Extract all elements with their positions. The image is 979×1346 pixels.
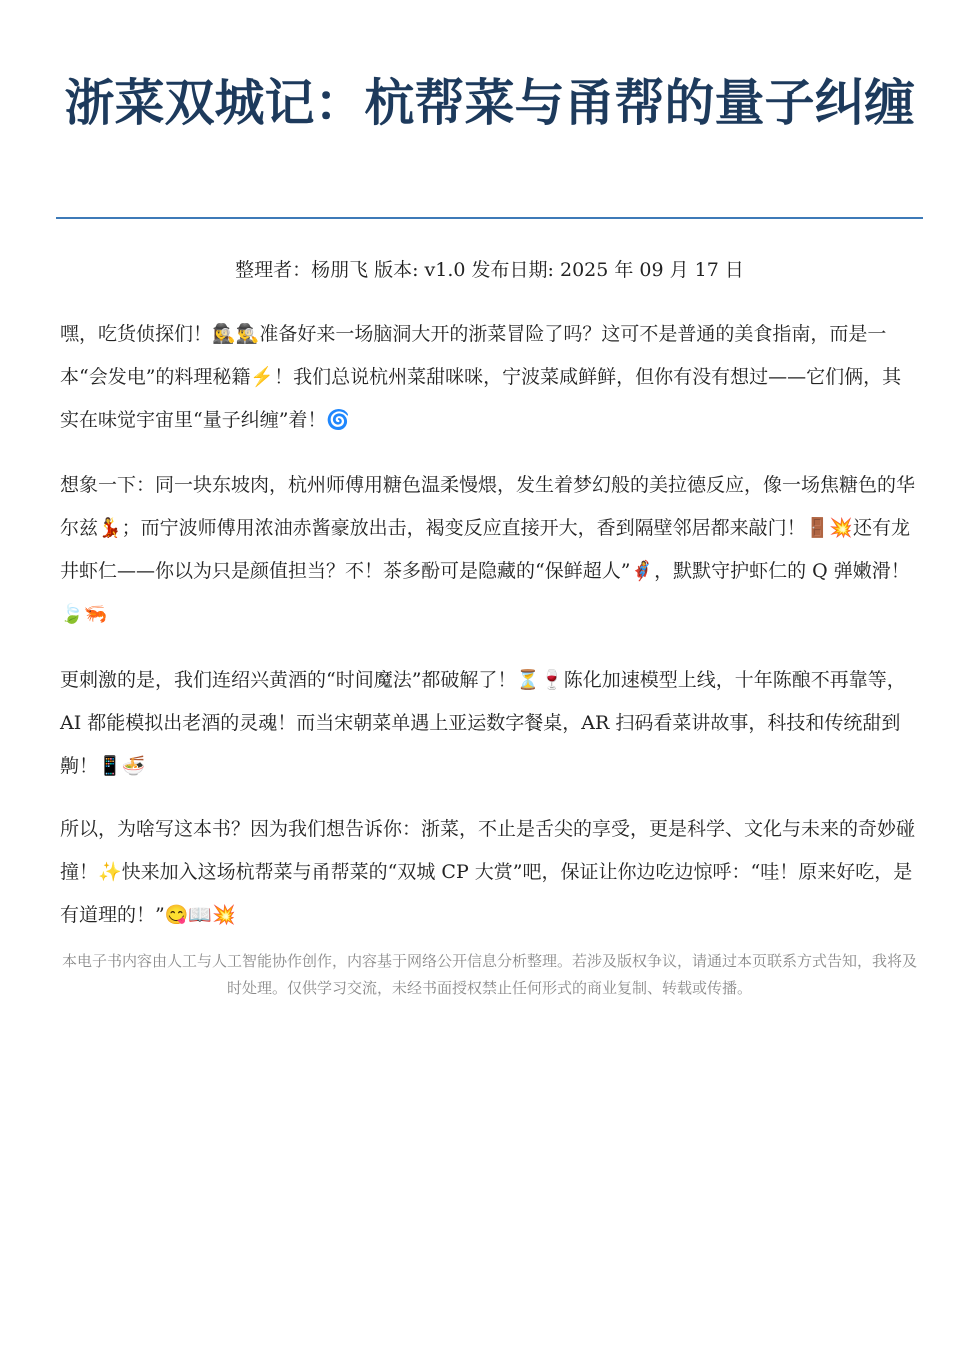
- intro-paragraph-2: 想象一下：同一块东坡肉，杭州师傅用糖色温柔慢煨，发生着梦幻般的美拉德反应，像一场焦糖色的华尔兹💃；而宁波师傅用浓油赤酱豪放出击，褐变反应直接开大，香到隔壁邻居都来敲门！🚪💥还有龙井虾仁——你以为只是颜值担当？不！茶多酚可是隐藏的“保鲜超人”🦸‍♀️，默默守护虾仁的 Q 弹嫩滑！🍃🦐: [60, 474, 916, 625]
- intro-paragraph-3: 更刺激的是，我们连绍兴黄酒的“时间魔法”都破解了！⏳🍷陈化加速模型上线，十年陈酿不再靠等，AI 都能模拟出老酒的灵魂！而当宋朝菜单遇上亚运数字餐桌，AR 扫码看菜讲故事，科技和传统甜到齁！📱🍜: [60, 669, 906, 777]
- intro-paragraph-4: 所以，为啥写这本书？因为我们想告诉你：浙菜，不止是舌尖的享受，更是科学、文化与未来的奇妙碰撞！✨快来加入这场杭帮菜与甬帮菜的“双城 CP 大赏”吧，保证让你边吃边惊呼：“哇！原来好吃，是有道理的！”😋📖💥: [60, 818, 916, 926]
- document-title: 浙菜双城记：杭帮菜与甬帮的量子纠缠: [64, 74, 915, 132]
- title-divider: [56, 217, 923, 219]
- intro-paragraph-1: 嘿，吃货侦探们！🕵️‍♀️🕵️‍♂️准备好来一场脑洞大开的浙菜冒险了吗？这可不是普通的美食指南，而是一本“会发电”的料理秘籍⚡！我们总说杭州菜甜咪咪，宁波菜咸鲜鲜，但你有没有想过——它们俩，其实在味觉宇宙里“量子纠缠”着！🌀: [60, 323, 902, 431]
- document-meta: 整理者：杨朋飞 版本: v1.0 发布日期: 2025 年 09 月 17 日: [235, 259, 744, 281]
- copyright-notice: 本电子书内容由人工与人工智能协作创作，内容基于网络公开信息分析整理。若涉及版权争议，请通过本页联系方式告知，我将及时处理。仅供学习交流，未经书面授权禁止任何形式的商业复制、转载或传播。: [61, 952, 917, 997]
